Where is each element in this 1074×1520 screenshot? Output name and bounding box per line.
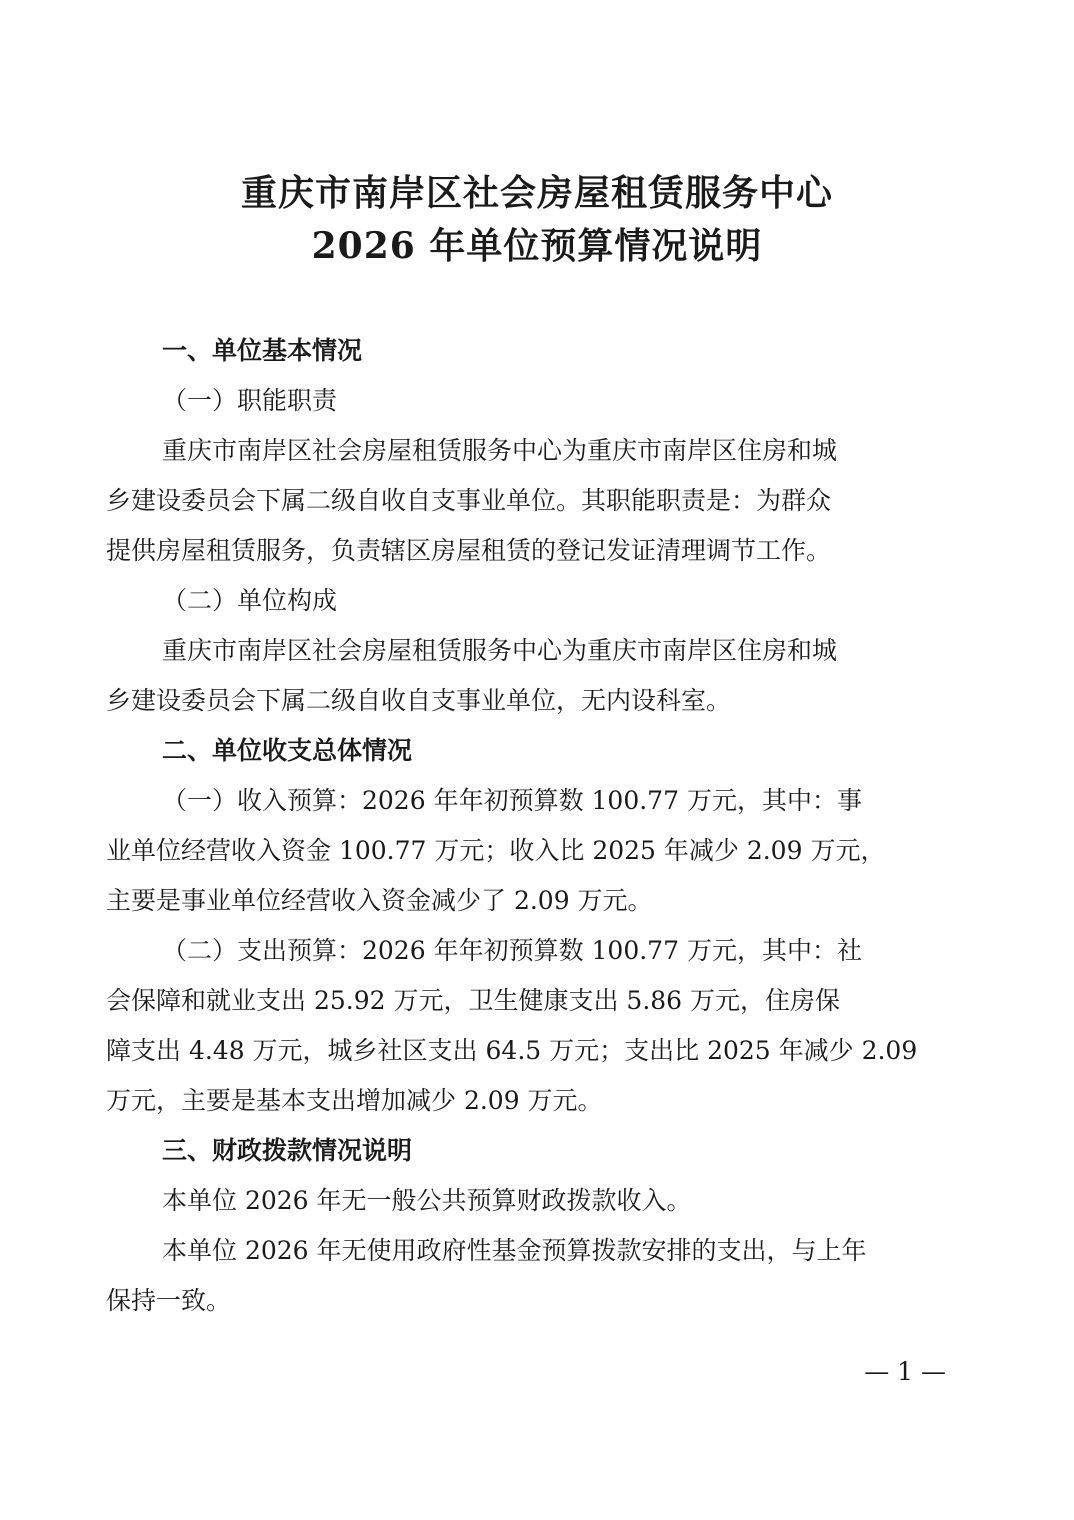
page-number: — 1 —: [864, 1357, 946, 1386]
section-2-income-paragraph: [106, 776, 946, 926]
text-line: 业单位经营收入资金 100.77 万元；收入比 2025 年减少 2.09 万元，: [106, 836, 886, 865]
text-line: 本单位 2026 年无一般公共预算财政拨款收入。: [162, 1186, 692, 1215]
document-title-line-1: 重庆市南岸区社会房屋租赁服务中心: [240, 172, 833, 214]
text-line: 乡建设委员会下属二级自收自支事业单位。其职能职责是：为群众: [106, 486, 832, 515]
text-line: （二）支出预算：2026 年年初预算数 100.77 万元，其中：社: [162, 936, 862, 965]
section-1-subheading-structure: （二）单位构成: [162, 586, 338, 615]
document-body: [106, 326, 946, 1326]
text-line: 保持一致。: [106, 1286, 232, 1315]
text-line: 重庆市南岸区社会房屋租赁服务中心为重庆市南岸区住房和城: [162, 436, 838, 465]
document-title-line-2: 2026 年单位预算情况说明: [311, 225, 763, 267]
text-line: 提供房屋租赁服务，负责辖区房屋租赁的登记发证清理调节工作。: [106, 536, 832, 565]
section-1-subheading-duties: （一）职能职责: [162, 386, 338, 415]
section-2-expenditure-paragraph: [106, 926, 946, 1126]
section-2-heading: 二、单位收支总体情况: [162, 736, 413, 765]
section-1-structure-paragraph: [106, 626, 946, 726]
text-line: 主要是事业单位经营收入资金减少了 2.09 万元。: [106, 886, 653, 915]
text-line: 万元，主要是基本支出增加减少 2.09 万元。: [106, 1086, 603, 1115]
text-line: （一）收入预算：2026 年年初预算数 100.77 万元，其中：事: [162, 786, 862, 815]
text-line: 乡建设委员会下属二级自收自支事业单位，无内设科室。: [106, 686, 732, 715]
section-3-heading: 三、财政拨款情况说明: [162, 1136, 413, 1165]
section-3-paragraph-1: [106, 1176, 946, 1226]
text-line: 障支出 4.48 万元，城乡社区支出 64.5 万元；支出比 2025 年减少 2.09: [106, 1036, 918, 1065]
text-line: 会保障和就业支出 25.92 万元，卫生健康支出 5.86 万元，住房保: [106, 986, 841, 1015]
text-line: 重庆市南岸区社会房屋租赁服务中心为重庆市南岸区住房和城: [162, 636, 838, 665]
text-line: 本单位 2026 年无使用政府性基金预算拨款安排的支出，与上年: [162, 1236, 867, 1265]
section-1-heading: 一、单位基本情况: [162, 336, 363, 365]
section-1-duties-paragraph: [106, 426, 946, 576]
section-3-paragraph-2: [106, 1226, 946, 1326]
